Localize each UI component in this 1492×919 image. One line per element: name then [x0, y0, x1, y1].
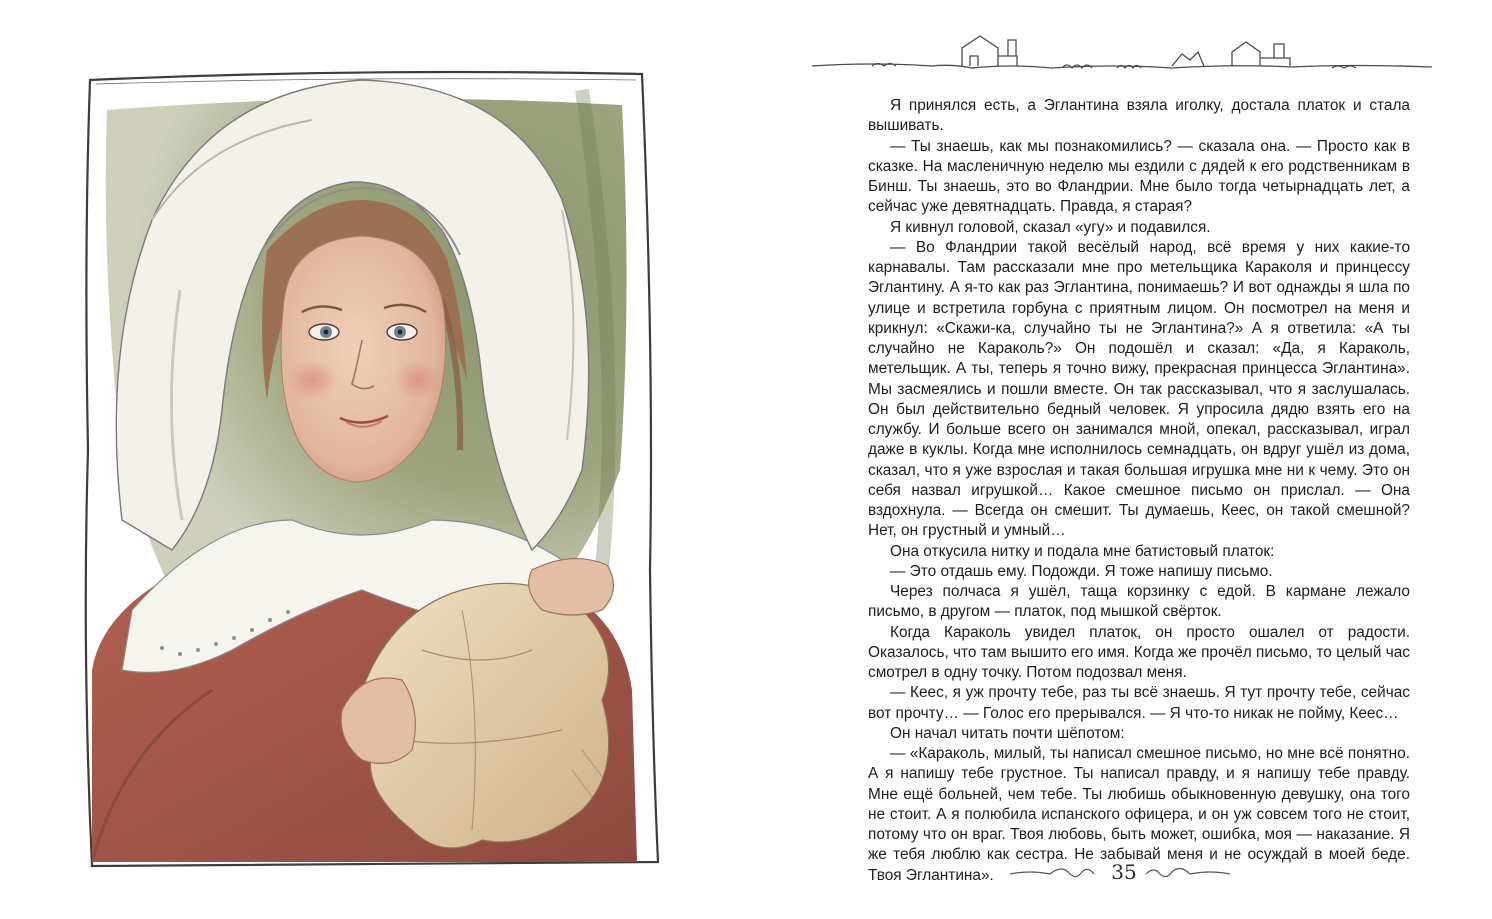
paragraph: — «Караколь, милый, ты написал смешное письмо, но мне всё понятно. А я напишу тебе грустное. Ты написал правду, и я напишу тебе правду. Мне ещё больней, чем тебе. Ты любишь обыкновенную девушку, она того не стоит. А я полюбила испанского офицера, и он уж совсем того не стоит, потому что он враг. Твоя любовь, быть может, ошибка, моя — наказание. Я же тебя люблю как сестра. Не забывай меня и не осуждай в моей беде. Твоя Эглантина». — [868, 745, 1410, 884]
illustration-girl-in-bonnet — [62, 50, 662, 880]
header-village-ornament — [812, 26, 1432, 82]
paragraph: Он начал читать почти шёпотом: — [890, 724, 1125, 742]
paragraph: Через полчаса я ушёл, таща корзинку с едой. В кармане лежало письмо, в другом — платок, под мышкой свёрток. — [868, 583, 1410, 621]
paragraph: Она откусила нитку и подала мне батистовый платок: — [890, 542, 1275, 560]
page-number: 35 — [1111, 860, 1137, 884]
page-footer — [1010, 856, 1230, 890]
paragraph: Я принялся есть, а Эглантина взяла иголку, достала платок и стала вышивать. — [868, 97, 1410, 135]
paragraph: — Ты знаешь, как мы познакомились? — сказала она. — Просто как в сказке. На масленичную неделю мы ездили с дядей к его родственникам в Бинш. Ты знаешь, это во Фландрии. Мне было тогда четырнадцать лет, а сейчас уже девятнадцать. Правда, я старая? — [868, 137, 1410, 216]
paragraph: — Это отдашь ему. Подожди. Я тоже напишу письмо. — [890, 562, 1273, 580]
paragraph: — Во Фландрии такой весёлый народ, всё время у них какие-то карнавалы. Там рассказали мне про метельщика Караколя и принцессу Эглантину. А я-то как раз Эглантина, понимаешь? И вот однажды я шла по улице и встретила горбуна с приятным лицом. Он посмотрел на меня и крикнул: «Скажи-ка, случайно ты не Эглантина?» А я ответила: «А ты случайно не Караколь?» Он подошёл и сказал: «Да, я Караколь, метельщик. А ты, теперь я точно вижу, прекрасная принцесса Эглантина». Мы засмеялись и пошли вместе. Он так рассказывал, что я заслушалась. Он был действительно бедный человек. Я упросила дядю взять его на службу. И больше всего он занимался мной, опекал, рассказывал, играл даже в куклы. Когда мне исполнилось семнадцать, он вдруг ушёл из дома, сказал, что я уже взрослая и такая большая игрушка мне ни к чему. Это он себя назвал игрушкой… Какое смешное письмо он прислал. — Она вздохнула. — Всегда он смешит. Ты думаешь, Кеес, он такой смешной? Нет, он грустный и умный… — [868, 238, 1410, 540]
paragraph: Я кивнул головой, сказал «угу» и подавился. — [890, 218, 1211, 236]
page-text — [868, 96, 1410, 886]
paragraph: — Кеес, я уж прочту тебе, раз ты всё знаешь. Я тут прочту тебе, сейчас вот прочту… — Голос его прерывался. — Я что-то никак не пойму, Кеес… — [868, 684, 1410, 722]
illustration-drawing — [62, 50, 662, 880]
paragraph: Когда Караколь увидел платок, он просто ошалел от радости. Оказалось, что там вышито его имя. Когда же прочёл письмо, то целый час смотрел в одну точку. Потом подозвал меня. — [868, 623, 1410, 681]
